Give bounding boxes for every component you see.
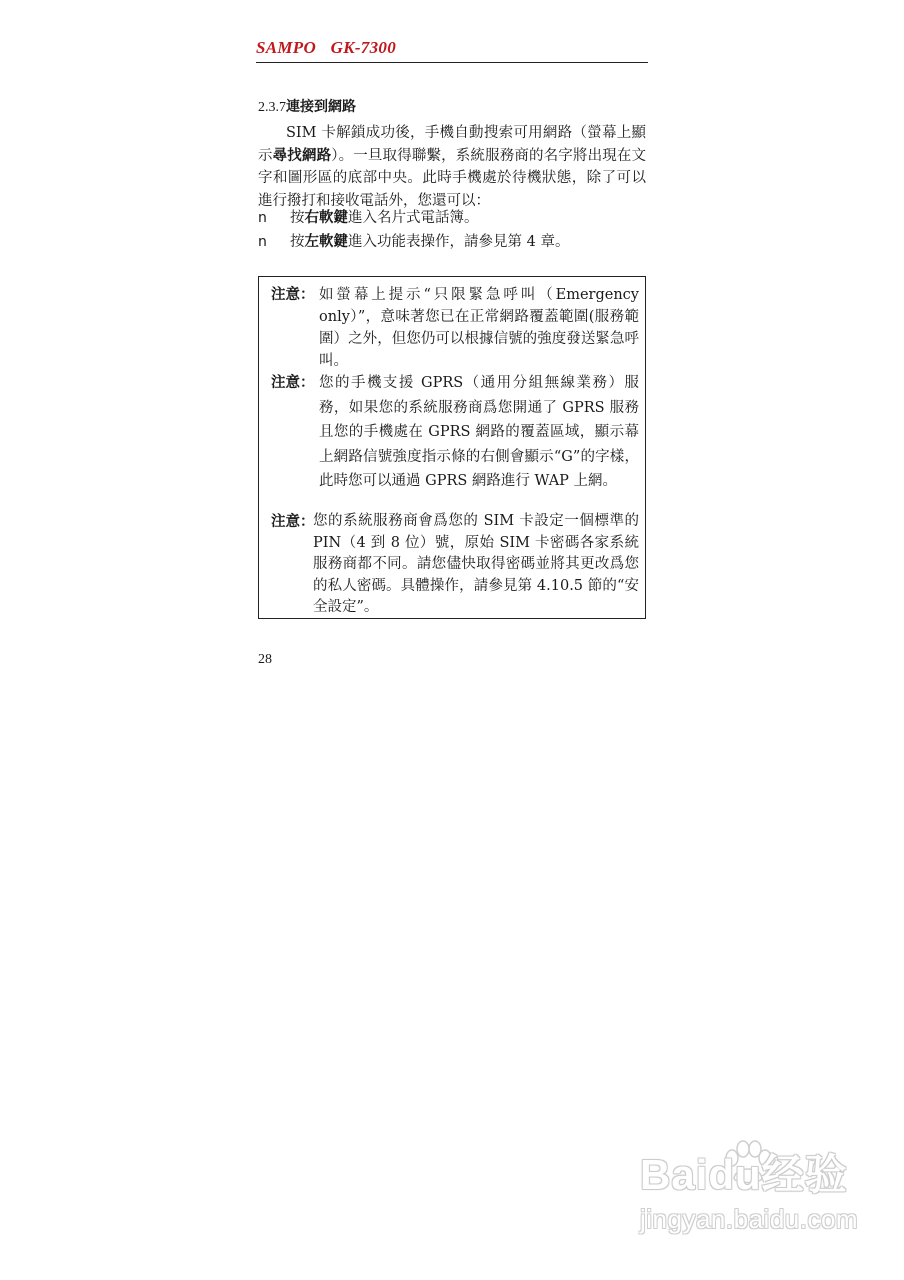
note-item bbox=[271, 371, 639, 494]
bullet-suffix: 進入名片式電話簿。 bbox=[348, 210, 479, 226]
bullet-list bbox=[258, 206, 648, 254]
bullet-key-name: 右軟鍵 bbox=[304, 209, 348, 226]
bullet-text bbox=[290, 230, 569, 254]
watermark-logo-text: Baidu经验 bbox=[640, 1151, 848, 1198]
paragraph-text-cont: ）。一旦取得聯繫，系統服務商的名字將出現在文字和圖形區的底部中央。此時手機處於待機狀態，除了可以進行撥打和接收電話外，您還可以： bbox=[258, 147, 647, 209]
note-item bbox=[271, 284, 639, 372]
paragraph-text: SIM 卡解鎖成功後，手機自動搜索可用網路（螢幕上顯示 bbox=[258, 125, 646, 164]
bullet-key-name: 左軟鍵 bbox=[304, 233, 348, 250]
page-number: 28 bbox=[258, 652, 272, 667]
note-text: 您的系統服務商會爲您的 SIM 卡設定一個標準的 PIN（4 到 8 位）號，原始 SIM 卡密碼各家系統服務商都不同。請您儘快取得密碼並將其更改爲您的私人密碼。具體操作，請參見第 4.10.5 節的“安全設定”。 bbox=[313, 513, 639, 615]
notes-box bbox=[258, 276, 646, 619]
note-label: 注意： bbox=[271, 374, 315, 391]
bullet-text bbox=[290, 206, 479, 230]
watermark-url: jingyan.baidu.com bbox=[640, 1204, 859, 1234]
bullet-marker: n bbox=[258, 210, 267, 226]
note-label: 注意： bbox=[271, 513, 315, 530]
baidu-watermark bbox=[640, 1142, 870, 1252]
intro-paragraph bbox=[258, 122, 646, 212]
bullet-prefix: 按 bbox=[290, 210, 305, 226]
bullet-prefix: 按 bbox=[290, 234, 305, 250]
note-label: 注意： bbox=[271, 286, 315, 303]
header-title: SAMPO GK-7300 bbox=[256, 38, 396, 57]
section-heading bbox=[258, 96, 356, 116]
page-header bbox=[256, 38, 648, 63]
bullet-marker: n bbox=[258, 234, 267, 250]
list-item bbox=[258, 230, 648, 254]
note-item bbox=[271, 511, 639, 619]
list-item bbox=[258, 206, 648, 230]
section-title: 連接到網路 bbox=[286, 99, 356, 115]
paragraph-bold-term: 尋找網路 bbox=[272, 146, 332, 164]
section-number: 2.3.7 bbox=[258, 100, 286, 115]
note-text: 如螢幕上提示“只限緊急呼叫（Emergency only）”，意味著您已在正常網路覆蓋範圍(服務範圍）之外，但您仍可以根據信號的強度發送緊急呼叫。 bbox=[319, 287, 639, 369]
bullet-suffix: 進入功能表操作，請參見第 4 章。 bbox=[348, 234, 570, 250]
note-text: 您的手機支援 GPRS（通用分組無線業務）服務，如果您的系統服務商爲您開通了 GPRS 服務且您的手機處在 GPRS 網路的覆蓋區域，顯示幕上網路信號強度指示條的右側會顯示“G”的字樣，此時您可以通過 GPRS 網路進行 WAP 上網。 bbox=[319, 375, 639, 489]
